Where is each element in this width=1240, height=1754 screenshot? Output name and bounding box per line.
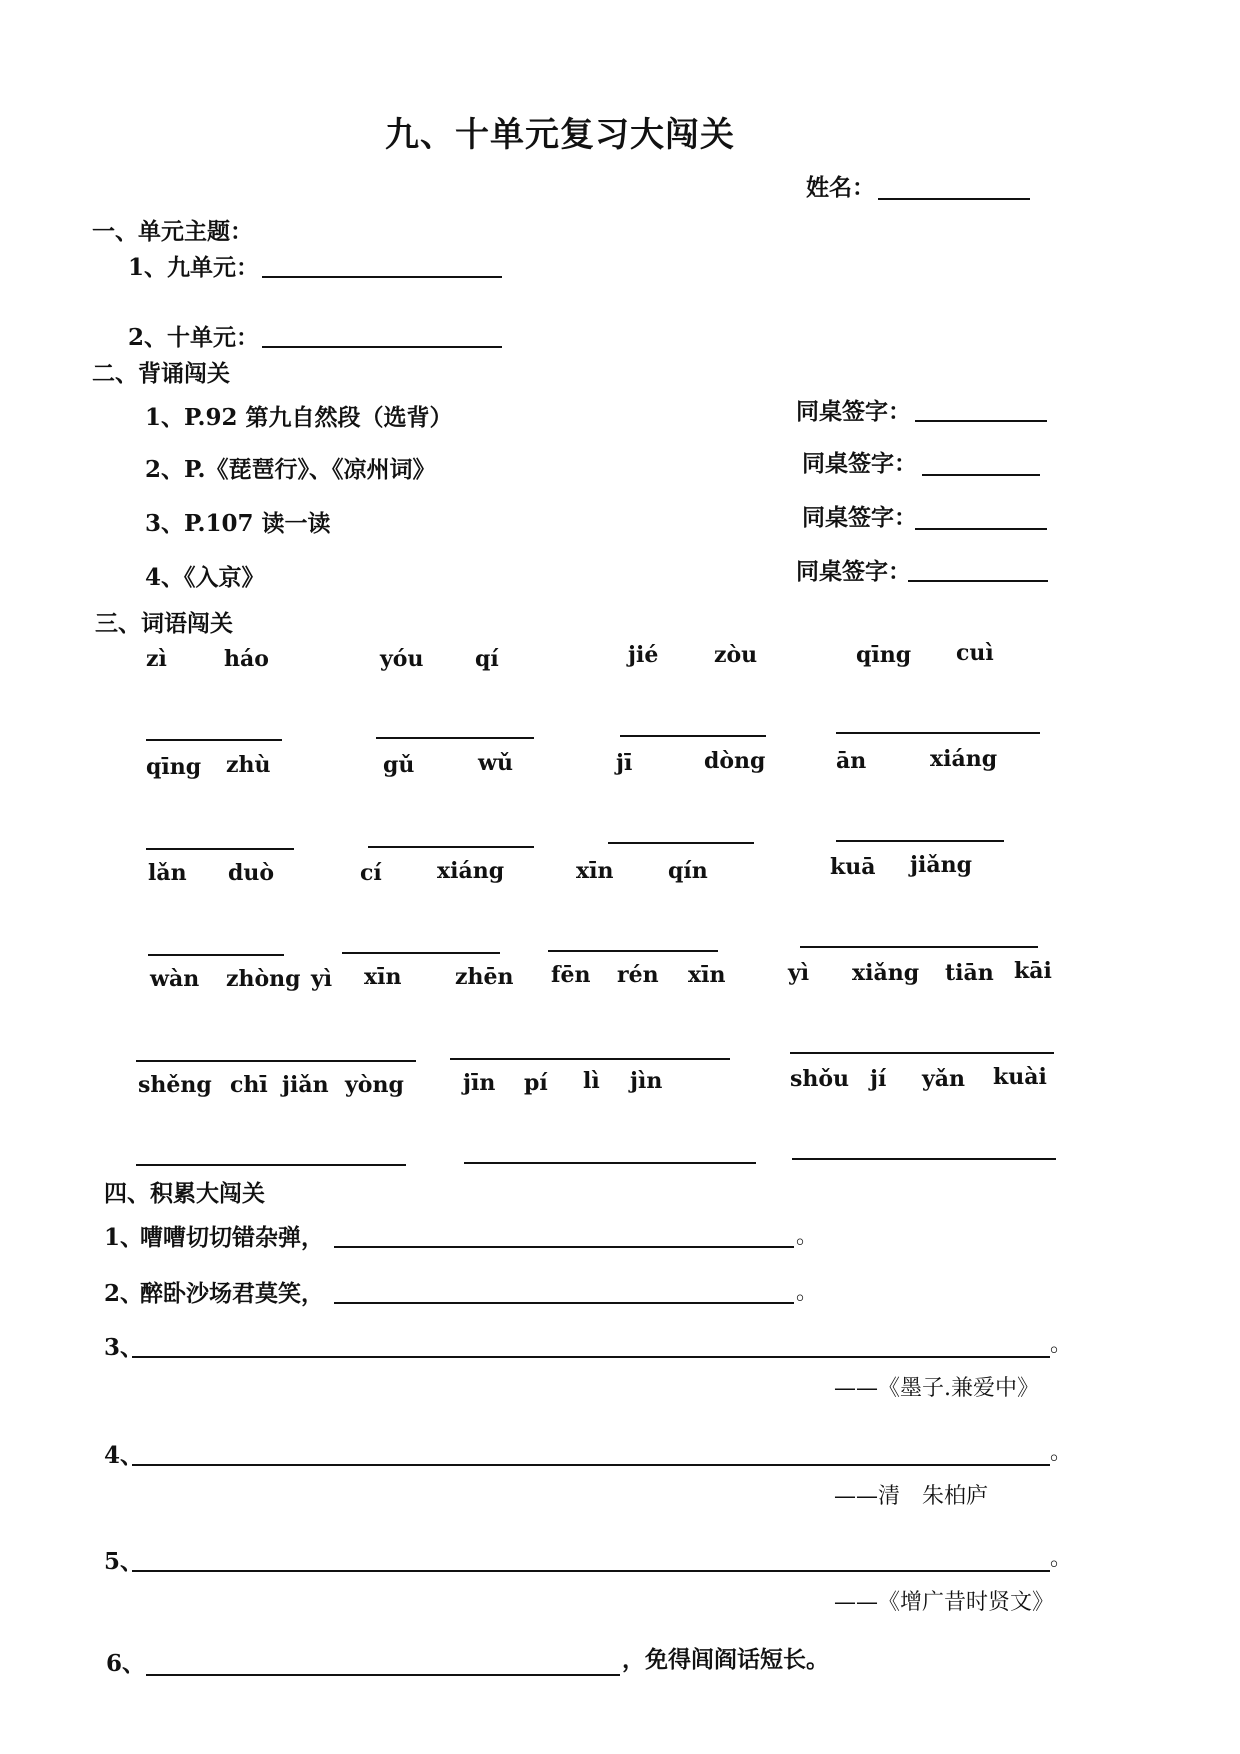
pinyin: rén bbox=[617, 962, 659, 988]
pinyin: zhēn bbox=[455, 964, 514, 990]
answer-blank[interactable] bbox=[376, 737, 534, 739]
sign-label-4: 同桌签字： bbox=[796, 558, 911, 585]
accum-num-6: 6、 bbox=[106, 1650, 146, 1677]
sign-label-2: 同桌签字： bbox=[802, 450, 917, 477]
pinyin: háo bbox=[224, 646, 269, 672]
unit10-blank[interactable] bbox=[262, 346, 502, 348]
accum-source-5: ——《增广昔时贤文》 bbox=[834, 1590, 1055, 1615]
accum-end-5: 。 bbox=[1050, 1546, 1073, 1571]
pinyin: zhòng bbox=[226, 966, 301, 992]
recite-item-1: 1、P.92 第九自然段（选背） bbox=[145, 404, 453, 431]
answer-blank[interactable] bbox=[608, 842, 754, 844]
accum-text-1: 嘈嘈切切错杂弹， bbox=[140, 1224, 324, 1251]
unit9-blank[interactable] bbox=[262, 276, 502, 278]
answer-blank[interactable] bbox=[136, 1060, 416, 1062]
accum-source-3: ——《墨子.兼爱中》 bbox=[834, 1376, 1039, 1401]
accum-end-1: 。 bbox=[796, 1224, 819, 1249]
pinyin: tiān bbox=[945, 960, 994, 986]
unit9-label: 1、九单元： bbox=[128, 254, 260, 281]
unit10-label: 2、十单元： bbox=[128, 324, 260, 351]
answer-blank[interactable] bbox=[146, 848, 294, 850]
pinyin: lǎn bbox=[148, 860, 187, 886]
pinyin: cí bbox=[360, 860, 382, 886]
pinyin: jiǎn bbox=[282, 1072, 329, 1098]
answer-blank[interactable] bbox=[146, 739, 282, 741]
answer-blank[interactable] bbox=[800, 946, 1038, 948]
answer-blank[interactable] bbox=[136, 1164, 406, 1166]
pinyin: shěng bbox=[138, 1072, 212, 1098]
accum-blank-4[interactable] bbox=[132, 1464, 1050, 1466]
accum-blank-6[interactable] bbox=[146, 1674, 620, 1676]
accum-end-2: 。 bbox=[796, 1280, 819, 1305]
sign-blank-1[interactable] bbox=[915, 420, 1047, 422]
pinyin: xiáng bbox=[930, 746, 998, 772]
pinyin: yì bbox=[788, 960, 810, 986]
pinyin: zì bbox=[146, 646, 167, 672]
accum-blank-1[interactable] bbox=[334, 1246, 794, 1248]
section1-heading: 一、单元主题： bbox=[92, 218, 253, 245]
recite-item-3: 3、P.107 读一读 bbox=[145, 510, 331, 537]
accum-blank-5[interactable] bbox=[132, 1570, 1050, 1572]
recite-item-2: 2、P.《琵琶行》、《凉州词》 bbox=[145, 456, 436, 483]
answer-blank[interactable] bbox=[368, 846, 534, 848]
accum-source-4: ——清 朱柏庐 bbox=[834, 1484, 989, 1509]
pinyin: kuài bbox=[993, 1064, 1047, 1090]
pinyin: jié bbox=[628, 642, 659, 668]
accum-num-5: 5、 bbox=[104, 1548, 144, 1575]
accum-num-4: 4、 bbox=[104, 1442, 144, 1469]
accum-text-2: 醉卧沙场君莫笑， bbox=[140, 1280, 324, 1307]
answer-blank[interactable] bbox=[792, 1158, 1056, 1160]
pinyin: duò bbox=[228, 860, 275, 886]
name-blank[interactable] bbox=[878, 198, 1030, 200]
pinyin: xīn bbox=[576, 858, 614, 884]
accum-text-6: ，免得闾阎话短长。 bbox=[622, 1646, 829, 1673]
pinyin: jī bbox=[616, 750, 633, 776]
pinyin: qīng bbox=[146, 754, 202, 780]
pinyin: cuì bbox=[956, 640, 994, 666]
pinyin: jí bbox=[870, 1066, 887, 1092]
sign-label-3: 同桌签字： bbox=[802, 504, 917, 531]
pinyin: shǒu bbox=[790, 1066, 850, 1092]
accum-num-2: 2、 bbox=[104, 1280, 144, 1307]
accum-num-1: 1、 bbox=[104, 1224, 144, 1251]
pinyin: jiǎng bbox=[910, 852, 972, 878]
pinyin: fēn bbox=[551, 962, 591, 988]
pinyin: lì bbox=[583, 1068, 600, 1094]
answer-blank[interactable] bbox=[836, 732, 1040, 734]
answer-blank[interactable] bbox=[464, 1162, 756, 1164]
accum-end-3: 。 bbox=[1050, 1332, 1073, 1357]
pinyin: xiáng bbox=[437, 858, 505, 884]
accum-blank-2[interactable] bbox=[334, 1302, 794, 1304]
answer-blank[interactable] bbox=[790, 1052, 1054, 1054]
pinyin: kuā bbox=[830, 854, 876, 880]
pinyin: yóu bbox=[380, 646, 424, 672]
accum-end-4: 。 bbox=[1050, 1440, 1073, 1465]
pinyin: dòng bbox=[704, 748, 766, 774]
pinyin: wǔ bbox=[478, 750, 513, 776]
accum-blank-3[interactable] bbox=[132, 1356, 1050, 1358]
section3-heading: 三、词语闯关 bbox=[95, 610, 233, 637]
pinyin: xīn bbox=[364, 964, 402, 990]
name-label: 姓名： bbox=[806, 174, 875, 201]
pinyin: zòu bbox=[714, 642, 758, 668]
pinyin: xiǎng bbox=[852, 960, 920, 986]
sign-blank-4[interactable] bbox=[908, 580, 1048, 582]
pinyin: yòng bbox=[345, 1072, 404, 1098]
answer-blank[interactable] bbox=[836, 840, 1004, 842]
pinyin: qí bbox=[475, 646, 499, 672]
pinyin: jìn bbox=[630, 1068, 663, 1094]
pinyin: chī bbox=[230, 1072, 268, 1098]
section2-heading: 二、背诵闯关 bbox=[92, 360, 230, 387]
answer-blank[interactable] bbox=[342, 952, 500, 954]
pinyin: qīng bbox=[856, 642, 912, 668]
answer-blank[interactable] bbox=[148, 954, 284, 956]
pinyin: wàn bbox=[150, 966, 200, 992]
pinyin: yì bbox=[311, 966, 333, 992]
pinyin: jīn bbox=[463, 1070, 496, 1096]
page-title: 九、十单元复习大闯关 bbox=[385, 115, 735, 155]
pinyin: zhù bbox=[226, 752, 271, 778]
pinyin: yǎn bbox=[922, 1066, 966, 1092]
pinyin: gǔ bbox=[383, 752, 415, 778]
pinyin: kāi bbox=[1014, 958, 1052, 984]
pinyin: pí bbox=[524, 1070, 548, 1096]
pinyin: qín bbox=[668, 858, 708, 884]
sign-blank-2[interactable] bbox=[922, 474, 1040, 476]
recite-item-4: 4、《入京》 bbox=[145, 564, 265, 591]
pinyin: ān bbox=[836, 748, 867, 774]
answer-blank[interactable] bbox=[548, 950, 718, 952]
sign-label-1: 同桌签字： bbox=[796, 398, 911, 425]
accum-num-3: 3、 bbox=[104, 1334, 144, 1361]
section4-heading: 四、积累大闯关 bbox=[104, 1180, 265, 1207]
answer-blank[interactable] bbox=[620, 735, 766, 737]
sign-blank-3[interactable] bbox=[915, 528, 1047, 530]
pinyin: xīn bbox=[688, 962, 726, 988]
answer-blank[interactable] bbox=[450, 1058, 730, 1060]
